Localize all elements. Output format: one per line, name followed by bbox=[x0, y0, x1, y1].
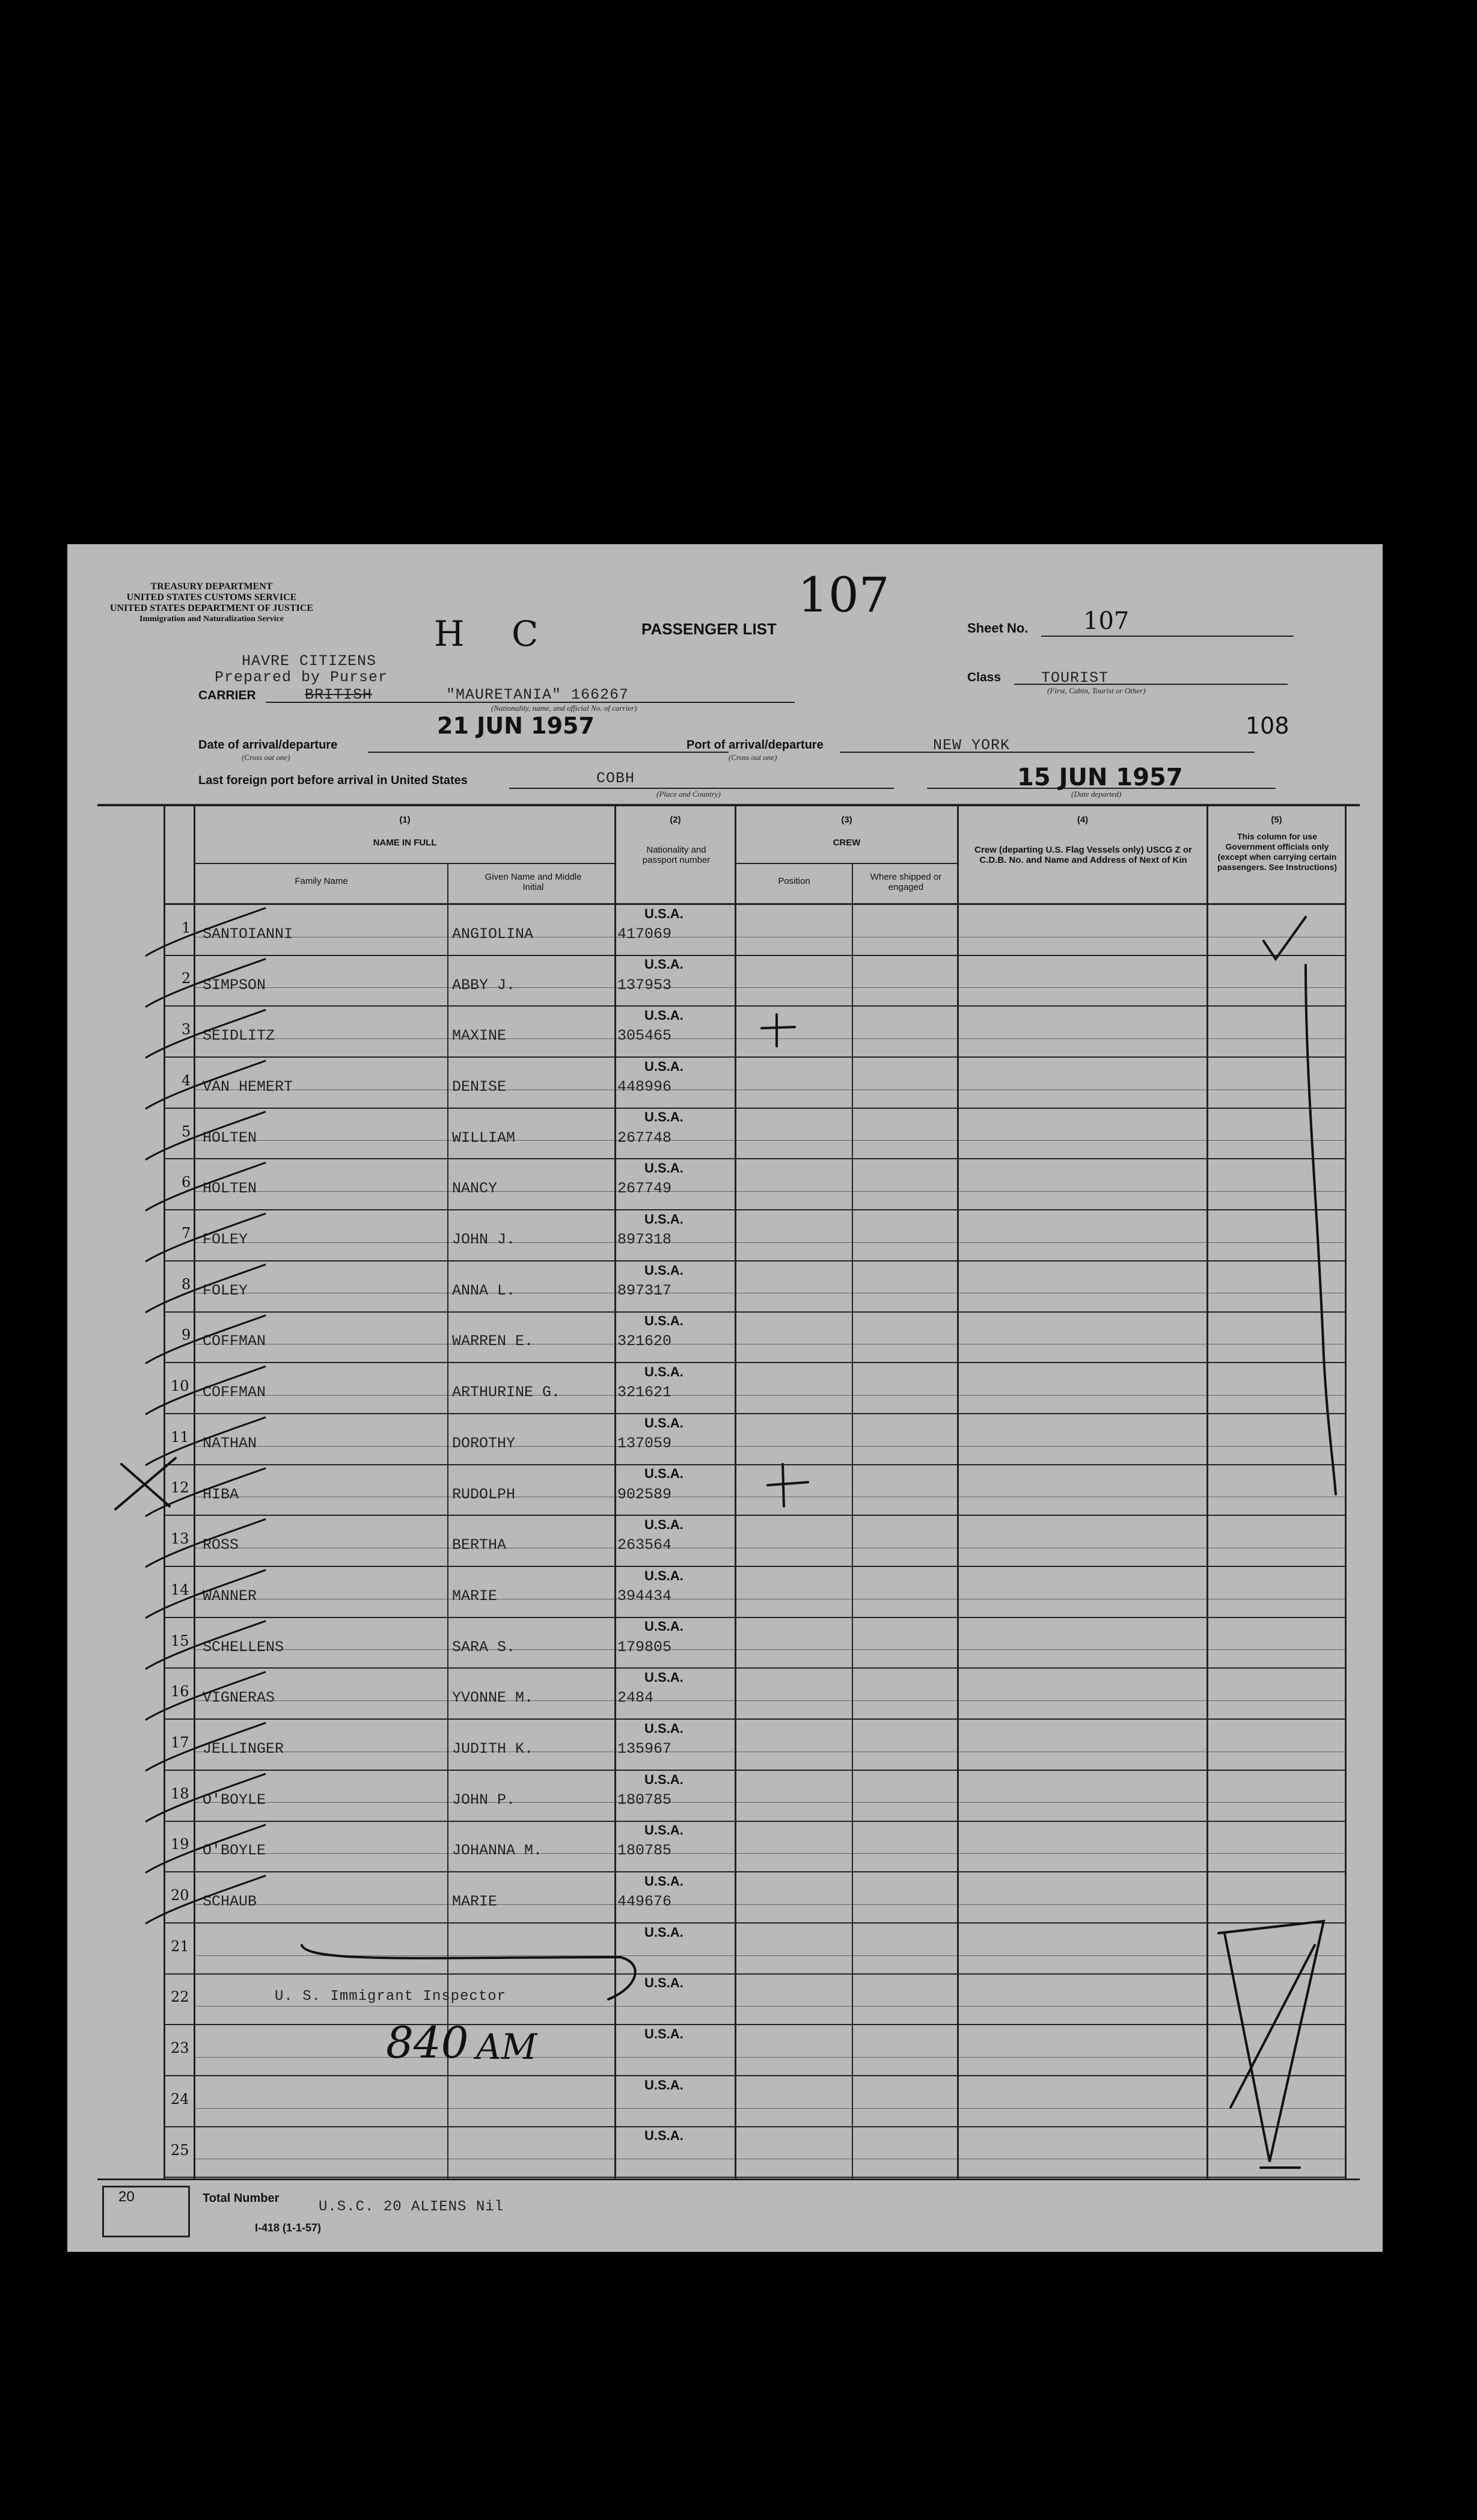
inspector-initials: AM bbox=[476, 2026, 537, 2067]
given-name: BERTHA bbox=[452, 1536, 507, 1554]
passport-number: 180785 bbox=[617, 1791, 672, 1809]
position-header: Position bbox=[778, 876, 810, 886]
passport-number: 417069 bbox=[617, 925, 672, 943]
arrival-date-label: Date of arrival/departure bbox=[198, 738, 338, 752]
nationality: U.S.A. bbox=[644, 2026, 683, 2042]
passport-number: 321620 bbox=[617, 1332, 672, 1350]
row-tick-mark bbox=[145, 1417, 266, 1465]
class-label: Class bbox=[967, 670, 1001, 684]
family-name: O'BOYLE bbox=[203, 1791, 266, 1809]
given-name: YVONNE M. bbox=[452, 1689, 534, 1707]
passenger-list-sheet bbox=[67, 544, 1383, 2252]
given-name: MAXINE bbox=[452, 1027, 507, 1045]
family-name: HOLTEN bbox=[203, 1180, 257, 1198]
handwritten-marks bbox=[67, 544, 1383, 2252]
given-name: JOHN J. bbox=[452, 1231, 516, 1249]
passport-number: 321621 bbox=[617, 1384, 672, 1402]
family-name: HOLTEN bbox=[203, 1129, 257, 1147]
family-name: VAN HEMERT bbox=[203, 1078, 293, 1096]
given-name-header: Given Name and Middle Initial bbox=[485, 872, 582, 892]
col4-number: (4) bbox=[1077, 815, 1089, 825]
given-name: DOROTHY bbox=[452, 1434, 516, 1452]
col1-title: NAME IN FULL bbox=[373, 838, 437, 848]
row-number: 5 bbox=[182, 1123, 191, 1140]
given-name: DENISE bbox=[452, 1078, 507, 1096]
carrier-label: CARRIER bbox=[198, 688, 256, 702]
passport-number: 394434 bbox=[617, 1587, 672, 1605]
family-name: COFFMAN bbox=[203, 1332, 266, 1350]
port-value: NEW YORK bbox=[933, 737, 1011, 754]
row-tick-mark bbox=[145, 1672, 266, 1720]
col5-number: (5) bbox=[1271, 815, 1282, 825]
row-number: 15 bbox=[171, 1632, 189, 1649]
nationality: U.S.A. bbox=[644, 1720, 683, 1736]
nationality: U.S.A. bbox=[644, 1313, 683, 1329]
sheet-no-label: Sheet No. bbox=[967, 621, 1029, 636]
row-number: 1 bbox=[182, 919, 191, 936]
family-name: SEIDLITZ bbox=[203, 1027, 275, 1045]
passport-number: 448996 bbox=[617, 1078, 672, 1096]
family-name: NATHAN bbox=[203, 1434, 257, 1452]
family-name: SIMPSON bbox=[203, 976, 266, 994]
passport-number: 179805 bbox=[617, 1638, 672, 1656]
col3-title: CREW bbox=[833, 838, 861, 848]
form-title: PASSENGER LIST bbox=[641, 620, 777, 638]
last-port-label: Last foreign port before arrival in United States bbox=[198, 774, 468, 787]
total-number-label: Total Number bbox=[203, 2192, 280, 2205]
passport-number: 2484 bbox=[617, 1689, 654, 1707]
passport-number: 137059 bbox=[617, 1434, 672, 1452]
nationality: U.S.A. bbox=[644, 906, 683, 921]
nationality: U.S.A. bbox=[644, 1058, 683, 1074]
given-name: ANGIOLINA bbox=[452, 925, 534, 943]
row-number: 7 bbox=[182, 1224, 191, 1242]
family-name-header: Family Name bbox=[295, 876, 348, 886]
passport-number: 897317 bbox=[617, 1281, 672, 1299]
row-tick-mark bbox=[145, 1825, 266, 1873]
row-number: 9 bbox=[182, 1326, 191, 1344]
arrival-date-stamp: 21 JUN 1957 bbox=[437, 713, 595, 739]
family-name: HIBA bbox=[203, 1485, 239, 1503]
sheet-no-value: 107 bbox=[1083, 607, 1130, 635]
total-box bbox=[102, 2186, 190, 2237]
row-number: 3 bbox=[182, 1021, 191, 1038]
row-number: 19 bbox=[171, 1836, 189, 1853]
row-number: 13 bbox=[171, 1530, 189, 1548]
given-name: RUDOLPH bbox=[452, 1485, 516, 1503]
given-name: MARIE bbox=[452, 1893, 498, 1911]
row-number: 12 bbox=[171, 1479, 189, 1497]
passport-number: 267749 bbox=[617, 1180, 672, 1198]
carrier-name: "MAURETANIA" 166267 bbox=[446, 686, 629, 704]
row-number: 25 bbox=[171, 2141, 189, 2159]
row-number: 11 bbox=[171, 1428, 189, 1445]
cross-mark-row12 bbox=[768, 1464, 808, 1506]
given-name: ARTHURINE G. bbox=[452, 1384, 561, 1402]
inspector-badge: 840 bbox=[386, 2017, 469, 2068]
row-number: 22 bbox=[171, 1988, 189, 2006]
row-tick-mark bbox=[145, 1519, 266, 1567]
row-tick-mark bbox=[145, 1213, 266, 1262]
dept-line: UNITED STATES DEPARTMENT OF JUSTICE bbox=[109, 603, 314, 613]
passport-number: 135967 bbox=[617, 1740, 672, 1758]
last-port-value: COBH bbox=[596, 770, 635, 787]
row-tick-mark bbox=[145, 959, 266, 1007]
nationality: U.S.A. bbox=[644, 1415, 683, 1430]
place-hint: (Place and Country) bbox=[656, 789, 721, 799]
given-name: SARA S. bbox=[452, 1638, 516, 1656]
handwritten-initials: H C bbox=[434, 613, 557, 654]
nationality: U.S.A. bbox=[644, 957, 683, 972]
totals-text: U.S.C. 20 ALIENS Nil bbox=[319, 2199, 504, 2215]
carrier-hint: (Nationality, name, and official No. of carrier) bbox=[491, 704, 637, 713]
row-number: 16 bbox=[171, 1683, 189, 1700]
inspector-stamp: U. S. Immigrant Inspector bbox=[275, 1988, 507, 2005]
nationality: U.S.A. bbox=[644, 1211, 683, 1227]
total-box-value: 20 bbox=[118, 2189, 135, 2205]
family-name: O'BOYLE bbox=[203, 1842, 266, 1860]
row-number: 8 bbox=[182, 1275, 191, 1293]
nationality: U.S.A. bbox=[644, 2077, 683, 2092]
dept-line: Immigration and Naturalization Service bbox=[139, 615, 284, 624]
nationality: U.S.A. bbox=[644, 1924, 683, 1940]
row-number: 18 bbox=[171, 1785, 189, 1802]
row-tick-mark bbox=[145, 1570, 266, 1618]
date-departed-hint: (Date departed) bbox=[1071, 789, 1122, 799]
row-tick-mark bbox=[145, 1723, 266, 1771]
row-tick-mark bbox=[145, 1316, 266, 1364]
row-tick-mark bbox=[145, 1010, 266, 1058]
passport-number: 902589 bbox=[617, 1485, 672, 1503]
row-tick-mark bbox=[145, 1468, 266, 1516]
passport-number: 449676 bbox=[617, 1893, 672, 1911]
nationality: U.S.A. bbox=[644, 1008, 683, 1023]
family-name: SCHAUB bbox=[203, 1893, 257, 1911]
nationality: U.S.A. bbox=[644, 1670, 683, 1685]
row-tick-mark bbox=[145, 1774, 266, 1822]
col1-number: (1) bbox=[399, 815, 411, 825]
family-name: JELLINGER bbox=[203, 1740, 284, 1758]
typed-line-2: Prepared by Purser bbox=[215, 669, 388, 686]
cancel-mark-row12 bbox=[115, 1458, 176, 1509]
given-name: WILLIAM bbox=[452, 1129, 516, 1147]
passport-number: 897318 bbox=[617, 1231, 672, 1249]
nationality: U.S.A. bbox=[644, 1262, 683, 1278]
row-tick-mark bbox=[145, 1061, 266, 1109]
side-number: 108 bbox=[1246, 713, 1289, 739]
row-number: 14 bbox=[171, 1581, 189, 1598]
col3-number: (3) bbox=[841, 815, 852, 825]
given-name: ABBY J. bbox=[452, 976, 516, 994]
nationality: U.S.A. bbox=[644, 1364, 683, 1379]
row-number: 24 bbox=[171, 2090, 189, 2108]
family-name: VIGNERAS bbox=[203, 1689, 275, 1707]
row-number: 4 bbox=[182, 1071, 191, 1089]
handwritten-page-number: 107 bbox=[798, 567, 890, 623]
family-name: ROSS bbox=[203, 1536, 239, 1554]
row-number: 17 bbox=[171, 1734, 189, 1751]
nationality: U.S.A. bbox=[644, 1823, 683, 1838]
cross-mark-row3 bbox=[762, 1014, 795, 1046]
row-number: 21 bbox=[171, 1937, 189, 1955]
port-cross-out-hint: (Cross out one) bbox=[729, 753, 777, 762]
row-number: 6 bbox=[182, 1174, 191, 1191]
vertical-check-line bbox=[1306, 965, 1336, 1494]
row-tick-mark bbox=[145, 1366, 266, 1414]
passport-number: 180785 bbox=[617, 1842, 672, 1860]
row-tick-mark bbox=[145, 1163, 266, 1211]
nationality: U.S.A. bbox=[644, 1975, 683, 1991]
col4-title: Crew (departing U.S. Flag Vessels only) USCG Z or C.D.B. No. and Name and Address of Next of Kin bbox=[974, 845, 1192, 865]
passport-number: 137953 bbox=[617, 976, 672, 994]
family-name: SANTOIANNI bbox=[203, 925, 293, 943]
check-mark bbox=[1264, 917, 1306, 959]
carrier-nationality: BRITISH bbox=[305, 686, 373, 704]
nationality: U.S.A. bbox=[644, 1568, 683, 1583]
where-shipped-header: Where shipped or engaged bbox=[870, 872, 942, 892]
family-name: COFFMAN bbox=[203, 1384, 266, 1402]
row-tick-mark bbox=[145, 1265, 266, 1313]
departed-date-stamp: 15 JUN 1957 bbox=[1017, 764, 1183, 791]
nationality: U.S.A. bbox=[644, 1873, 683, 1889]
dept-line: TREASURY DEPARTMENT bbox=[150, 581, 273, 592]
row-number: 23 bbox=[171, 2040, 189, 2057]
family-name: WANNER bbox=[203, 1587, 257, 1605]
class-value: TOURIST bbox=[1041, 669, 1109, 687]
nationality: U.S.A. bbox=[644, 1619, 683, 1634]
given-name: JOHN P. bbox=[452, 1791, 516, 1809]
family-name: SCHELLENS bbox=[203, 1638, 284, 1656]
nationality: U.S.A. bbox=[644, 1109, 683, 1125]
row-tick-mark bbox=[145, 908, 266, 956]
row-number: 20 bbox=[171, 1887, 189, 1904]
given-name: WARREN E. bbox=[452, 1332, 534, 1350]
row-number: 10 bbox=[171, 1378, 189, 1394]
port-label: Port of arrival/departure bbox=[687, 738, 824, 752]
passport-number: 305465 bbox=[617, 1027, 672, 1045]
row-tick-mark bbox=[145, 1875, 266, 1924]
arrival-cross-out-hint: (Cross out one) bbox=[242, 753, 290, 762]
nationality: U.S.A. bbox=[644, 1160, 683, 1176]
row-tick-mark bbox=[145, 1621, 266, 1669]
passport-number: 267748 bbox=[617, 1129, 672, 1147]
given-name: NANCY bbox=[452, 1180, 498, 1198]
family-name: FOLEY bbox=[203, 1281, 248, 1299]
nationality: U.S.A. bbox=[644, 1466, 683, 1482]
class-hint: (First, Cabin, Tourist or Other) bbox=[1047, 686, 1146, 695]
given-name: ANNA L. bbox=[452, 1281, 516, 1299]
typed-line-1: HAVRE CITIZENS bbox=[242, 652, 377, 670]
given-name: JOHANNA M. bbox=[452, 1842, 543, 1860]
dept-line: UNITED STATES CUSTOMS SERVICE bbox=[126, 592, 297, 602]
family-name: FOLEY bbox=[203, 1231, 248, 1249]
given-name: MARIE bbox=[452, 1587, 498, 1605]
col5-title: This column for use Government officials only (except when carrying certain passengers. See Instructions) bbox=[1217, 832, 1338, 872]
row-number: 2 bbox=[182, 970, 191, 987]
given-name: JUDITH K. bbox=[452, 1740, 534, 1758]
row-tick-mark bbox=[145, 1112, 266, 1160]
col2-title: Nationality and passport number bbox=[642, 845, 711, 865]
form-id: I-418 (1-1-57) bbox=[255, 2222, 322, 2234]
nationality: U.S.A. bbox=[644, 1771, 683, 1787]
col2-number: (2) bbox=[670, 815, 681, 825]
passport-number: 263564 bbox=[617, 1536, 672, 1554]
nationality: U.S.A. bbox=[644, 1517, 683, 1533]
nationality: U.S.A. bbox=[644, 2128, 683, 2144]
